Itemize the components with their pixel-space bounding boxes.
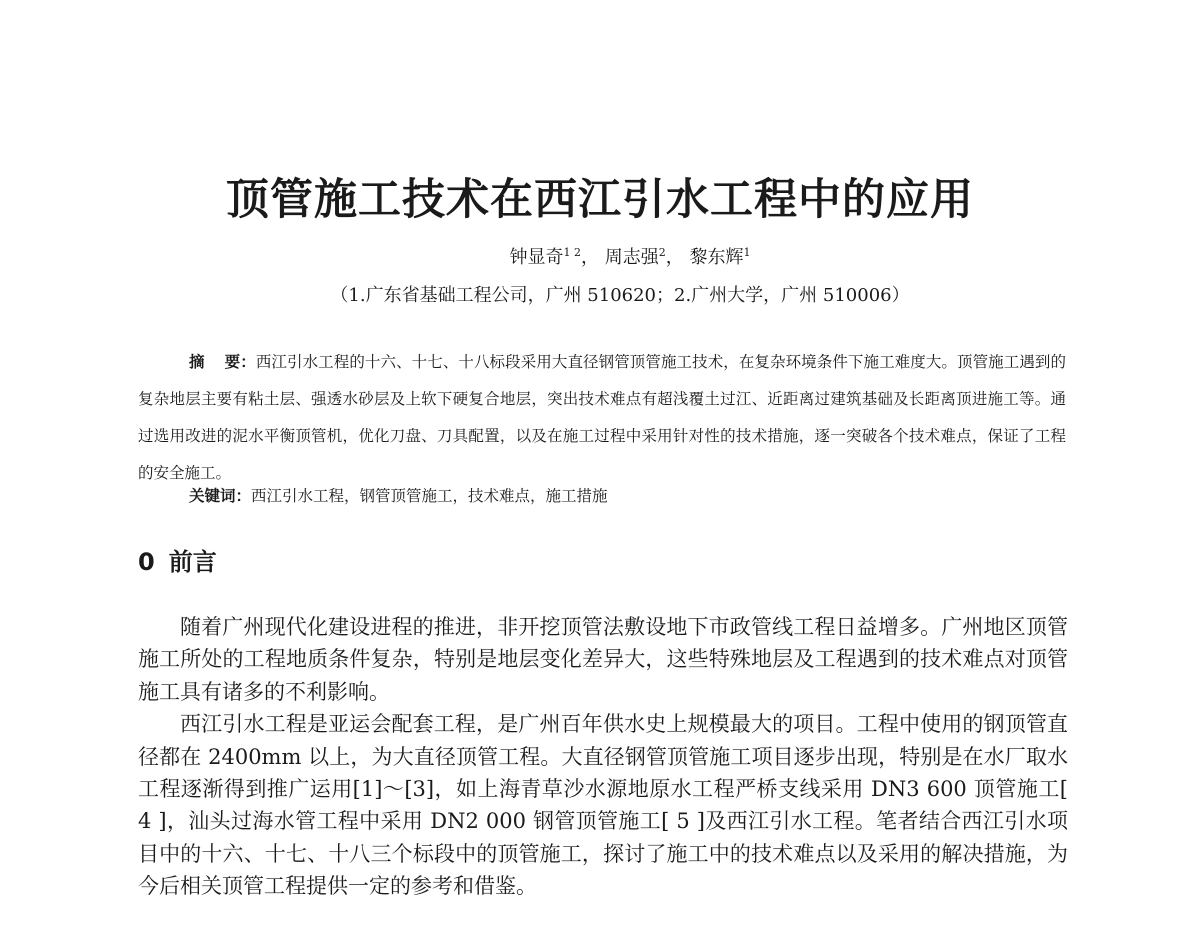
body-text bbox=[138, 611, 1068, 903]
author-separator: ， bbox=[581, 247, 600, 268]
author-separator: ， bbox=[665, 247, 684, 268]
paragraph: 西江引水工程是亚运会配套工程，是广州百年供水史上规模最大的项目。工程中使用的钢顶管直径都在 2400mm 以上，为大直径顶管工程。大直径钢管顶管施工项目逐步出现，特别是在水厂取水工程逐渐得到推广运用[1]～[3]，如上海青草沙水源地原水工程严桥支线采用 DN3 600 顶管施工[ 4 ]，汕头过海水管工程中采用 DN2 000 钢管顶管施工[ 5 ]及西江引水工程。笔者结合西江引水项目中的十六、十七、十八三个标段中的顶管施工，探讨了施工中的技术难点以及采用的解决措施，为今后相关顶管工程提供一定的参考和借鉴。 bbox=[138, 712, 1068, 899]
author-affiliation-mark: 1 2 bbox=[563, 246, 582, 259]
paragraph: 随着广州现代化建设进程的推进，非开挖顶管法敷设地下市政管线工程日益增多。广州地区顶管施工所处的工程地质条件复杂，特别是地层变化差异大，这些特殊地层及工程遇到的技术难点对顶管施工具有诸多的不利影响。 bbox=[138, 615, 1068, 704]
author-name: 黎东辉 bbox=[689, 247, 744, 268]
abstract bbox=[138, 344, 1066, 492]
section-heading bbox=[138, 542, 217, 577]
author-list bbox=[0, 243, 1200, 269]
abstract-label: 摘 要： bbox=[189, 353, 256, 371]
keywords-text: 西江引水工程，钢管顶管施工，技术难点，施工措施 bbox=[251, 487, 608, 505]
author-name: 钟显奇 bbox=[509, 247, 564, 268]
paper-title: 顶管施工技术在西江引水工程中的应用 bbox=[226, 175, 974, 225]
author-affiliation-mark: 2 bbox=[658, 246, 666, 259]
affiliations: （1.广东省基础工程公司，广州 510620；2.广州大学，广州 510006） bbox=[330, 285, 910, 306]
section-number: 0 bbox=[138, 548, 155, 576]
section-title: 前言 bbox=[168, 548, 217, 576]
keywords bbox=[189, 481, 608, 511]
abstract-text: 西江引水工程的十六、十七、十八标段采用大直径钢管顶管施工技术，在复杂环境条件下施工难度大。顶管施工遇到的复杂地层主要有粘土层、强透水砂层及上软下硬复合地层，突出技术难点有超浅覆土过江、近距离过建筑基础及长距离顶进施工等。通过选用改进的泥水平衡顶管机，优化刀盘、刀具配置，以及在施工过程中采用针对性的技术措施，逐一突破各个技术难点，保证了工程的安全施工。 bbox=[138, 353, 1066, 482]
author-affiliation-mark: 1 bbox=[743, 246, 751, 259]
author-name: 周志强 bbox=[604, 247, 659, 268]
keywords-label: 关键词： bbox=[189, 487, 252, 505]
